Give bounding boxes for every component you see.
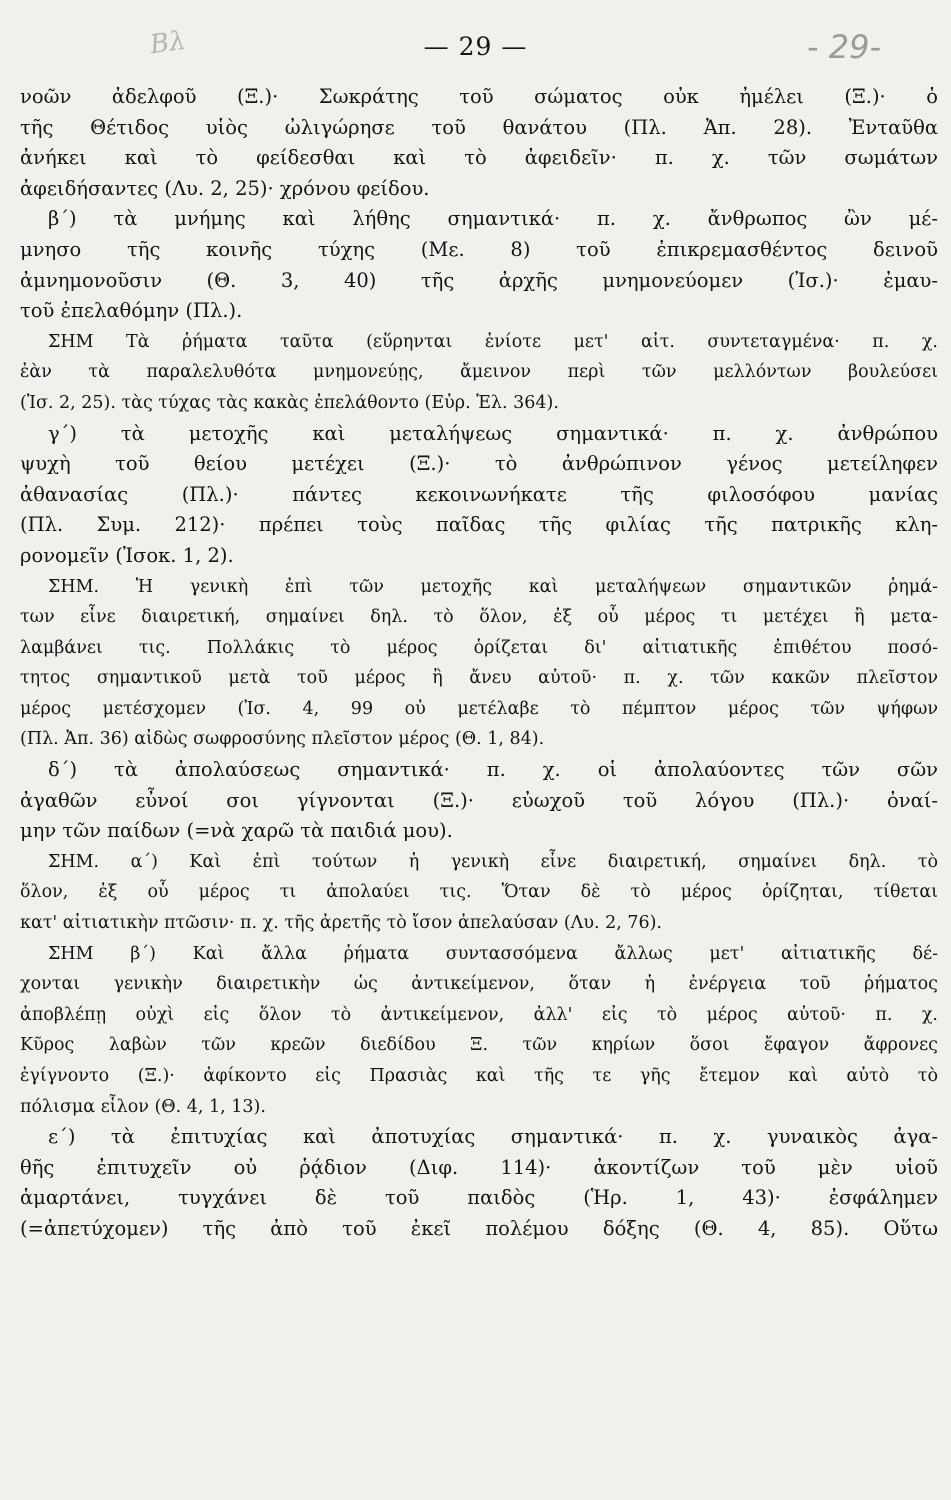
note-line: χονται γενικὴν διαιρετικὴν ὡς ἀντικείμενον, ὅταν ἡ ἐνέργεια τοῦ ῥήματος <box>20 974 938 995</box>
note-line: πόλισμα εἷλον (Θ. 4, 1, 13). <box>20 1096 266 1117</box>
text-line: ἀθανασίας (Πλ.)· πάντες κεκοινωνήκατε τῆς φιλοσόφου μανίας <box>20 482 938 506</box>
note-line: ὅλον, ἐξ οὗ μέρος τι ἀπολαύει τις. Ὅταν δὲ τὸ μέρος ὁρίζηται, τίθεται <box>20 882 938 903</box>
text-line: ἀνήκει καὶ τὸ φείδεσθαι καὶ τὸ ἀφειδεῖν· π. χ. τῶν σωμάτων <box>20 146 938 170</box>
body-text <box>20 82 938 1245</box>
note-line: ΣΗΜ Τὰ ῥήματα ταῦτα (εὕρηνται ἐνίοτε μετ' αἰτ. συντεταγμένα· π. χ. <box>48 331 938 352</box>
handwritten-page-number: - 29- <box>807 28 881 66</box>
text-line: γ΄) τὰ μετοχῆς καὶ μεταλήψεως σημαντικά· π. χ. ἀνθρώπου <box>48 421 938 445</box>
text-line: μην τῶν παίδων (=νὰ χαρῶ τὰ παιδιά μου). <box>20 819 453 843</box>
note-line: ΣΗΜ. α΄) Καὶ ἐπὶ τούτων ἡ γενικὴ εἶνε διαιρετική, σημαίνει δηλ. τὸ <box>48 851 938 872</box>
note-line: ἀποβλέπῃ οὐχὶ εἰς ὅλον τὸ ἀντικείμενον, ἀλλ' εἰς τὸ μέρος αὐτοῦ· π. χ. <box>20 1004 938 1025</box>
note-line: (Ἰσ. 2, 25). τὰς τύχας τὰς κακὰς ἐπελάθοντο (Εὐρ. Ἑλ. 364). <box>20 392 559 413</box>
text-line: ἀγαθῶν εὖνοί σοι γίγνονται (Ξ.)· εὐωχοῦ τοῦ λόγου (Πλ.)· ὀναί- <box>20 788 938 812</box>
text-line: τοῦ ἐπελαθόμην (Πλ.). <box>20 299 243 323</box>
text-line: (Πλ. Συμ. 212)· πρέπει τοὺς παῖδας τῆς φιλίας τῆς πατρικῆς κλη- <box>20 513 938 537</box>
text-line: ἀφειδήσαντες (Λυ. 2, 25)· χρόνου φείδου. <box>20 176 430 200</box>
text-line: ψυχὴ τοῦ θείου μετέχει (Ξ.)· τὸ ἀνθρώπινον γένος μετείληφεν <box>20 452 938 476</box>
pencil-mark: Bλ <box>148 25 188 61</box>
text-line: β΄) τὰ μνήμης καὶ λήθης σημαντικά· π. χ. ἄνθρωπος ὢν μέ- <box>48 207 938 231</box>
note-line: λαμβάνει τις. Πολλάκις τὸ μέρος ὁρίζεται δι' αἰτιατικῆς ἐπιθέτου ποσό- <box>20 637 938 658</box>
text-line: (=ἀπετύχομεν) τῆς ἀπὸ τοῦ ἐκεῖ πολέμου δόξης (Θ. 4, 85). Οὕτω <box>20 1216 938 1240</box>
text-line: ἁμαρτάνει, τυγχάνει δὲ τοῦ παιδὸς (Ἡρ. 1, 43)· ἐσφάλημεν <box>20 1186 938 1210</box>
text-line: δ΄) τὰ ἀπολαύσεως σημαντικά· π. χ. οἱ ἀπολαύοντες τῶν σῶν <box>48 758 938 782</box>
note-line: τητος σημαντικοῦ μετὰ τοῦ μέρος ἢ ἄνευ αὐτοῦ· π. χ. τῶν κακῶν πλεῖστον <box>20 668 938 689</box>
text-line: θῆς ἐπιτυχεῖν οὐ ῥᾴδιον (Διφ. 114)· ἀκοντίζων τοῦ μὲν υἱοῦ <box>20 1155 938 1179</box>
note-line: των εἶνε διαιρετική, σημαίνει δηλ. τὸ ὅλον, ἐξ οὗ μέρος τι μετέχει ἢ μετα- <box>20 607 938 628</box>
text-line: μνησο τῆς κοινῆς τύχης (Με. 8) τοῦ ἐπικρεμασθέντος δεινοῦ <box>20 237 938 261</box>
text-line: ἀμνημονοῦσιν (Θ. 3, 40) τῆς ἀρχῆς μνημονεύομεν (Ἰσ.)· ἐμαυ- <box>20 268 938 292</box>
page-header <box>0 25 951 68</box>
text-line: ε΄) τὰ ἐπιτυχίας καὶ ἀποτυχίας σημαντικά· π. χ. γυναικὸς ἀγα- <box>48 1125 938 1149</box>
note-line: ΣΗΜ β΄) Καὶ ἄλλα ῥήματα συντασσόμενα ἄλλως μετ' αἰτιατικῆς δέ- <box>48 943 938 964</box>
text-line: τῆς Θέτιδος υἱὸς ὠλιγώρησε τοῦ θανάτου (Πλ. Ἀπ. 28). Ἐνταῦθα <box>20 115 938 139</box>
page-number: — 29 — <box>423 32 528 61</box>
note-line: κατ' αἰτιατικὴν πτῶσιν· π. χ. τῆς ἀρετῆς τὸ ἴσον ἀπελαύσαν (Λυ. 2, 76). <box>20 913 662 934</box>
text-line: νοῶν ἀδελφοῦ (Ξ.)· Σωκράτης τοῦ σώματος οὐκ ἠμέλει (Ξ.)· ὁ <box>20 85 938 108</box>
note-line: ΣΗΜ. Ἡ γενικὴ ἐπὶ τῶν μετοχῆς καὶ μεταλήψεων σημαντικῶν ῥημά- <box>48 576 938 597</box>
note-line: ἐὰν τὰ παραλελυθότα μνημονεύῃς, ἄμεινον περὶ τῶν μελλόντων βουλεύσει <box>20 362 938 383</box>
note-line: ἐγίγνοντο (Ξ.)· ἀφίκοντο εἰς Πρασιὰς καὶ τῆς τε γῆς ἔτεμον καὶ αὐτὸ τὸ <box>20 1066 938 1086</box>
note-line: μέρος μετέσχομεν (Ἰσ. 4, 99 οὐ μετέλαβε τὸ πέμπτον μέρος τῶν ψήφων <box>20 698 938 719</box>
note-line: Κῦρος λαβὼν τῶν κρεῶν διεδίδου Ξ. τῶν κηρίων ὅσοι ἔφαγον ἄφρονες <box>20 1035 938 1056</box>
text-line: ρονομεῖν (Ἰσοκ. 1, 2). <box>20 543 234 567</box>
note-line: (Πλ. Ἀπ. 36) αἰδὼς σωφροσύνης πλεῖστον μέρος (Θ. 1, 84). <box>20 729 545 750</box>
